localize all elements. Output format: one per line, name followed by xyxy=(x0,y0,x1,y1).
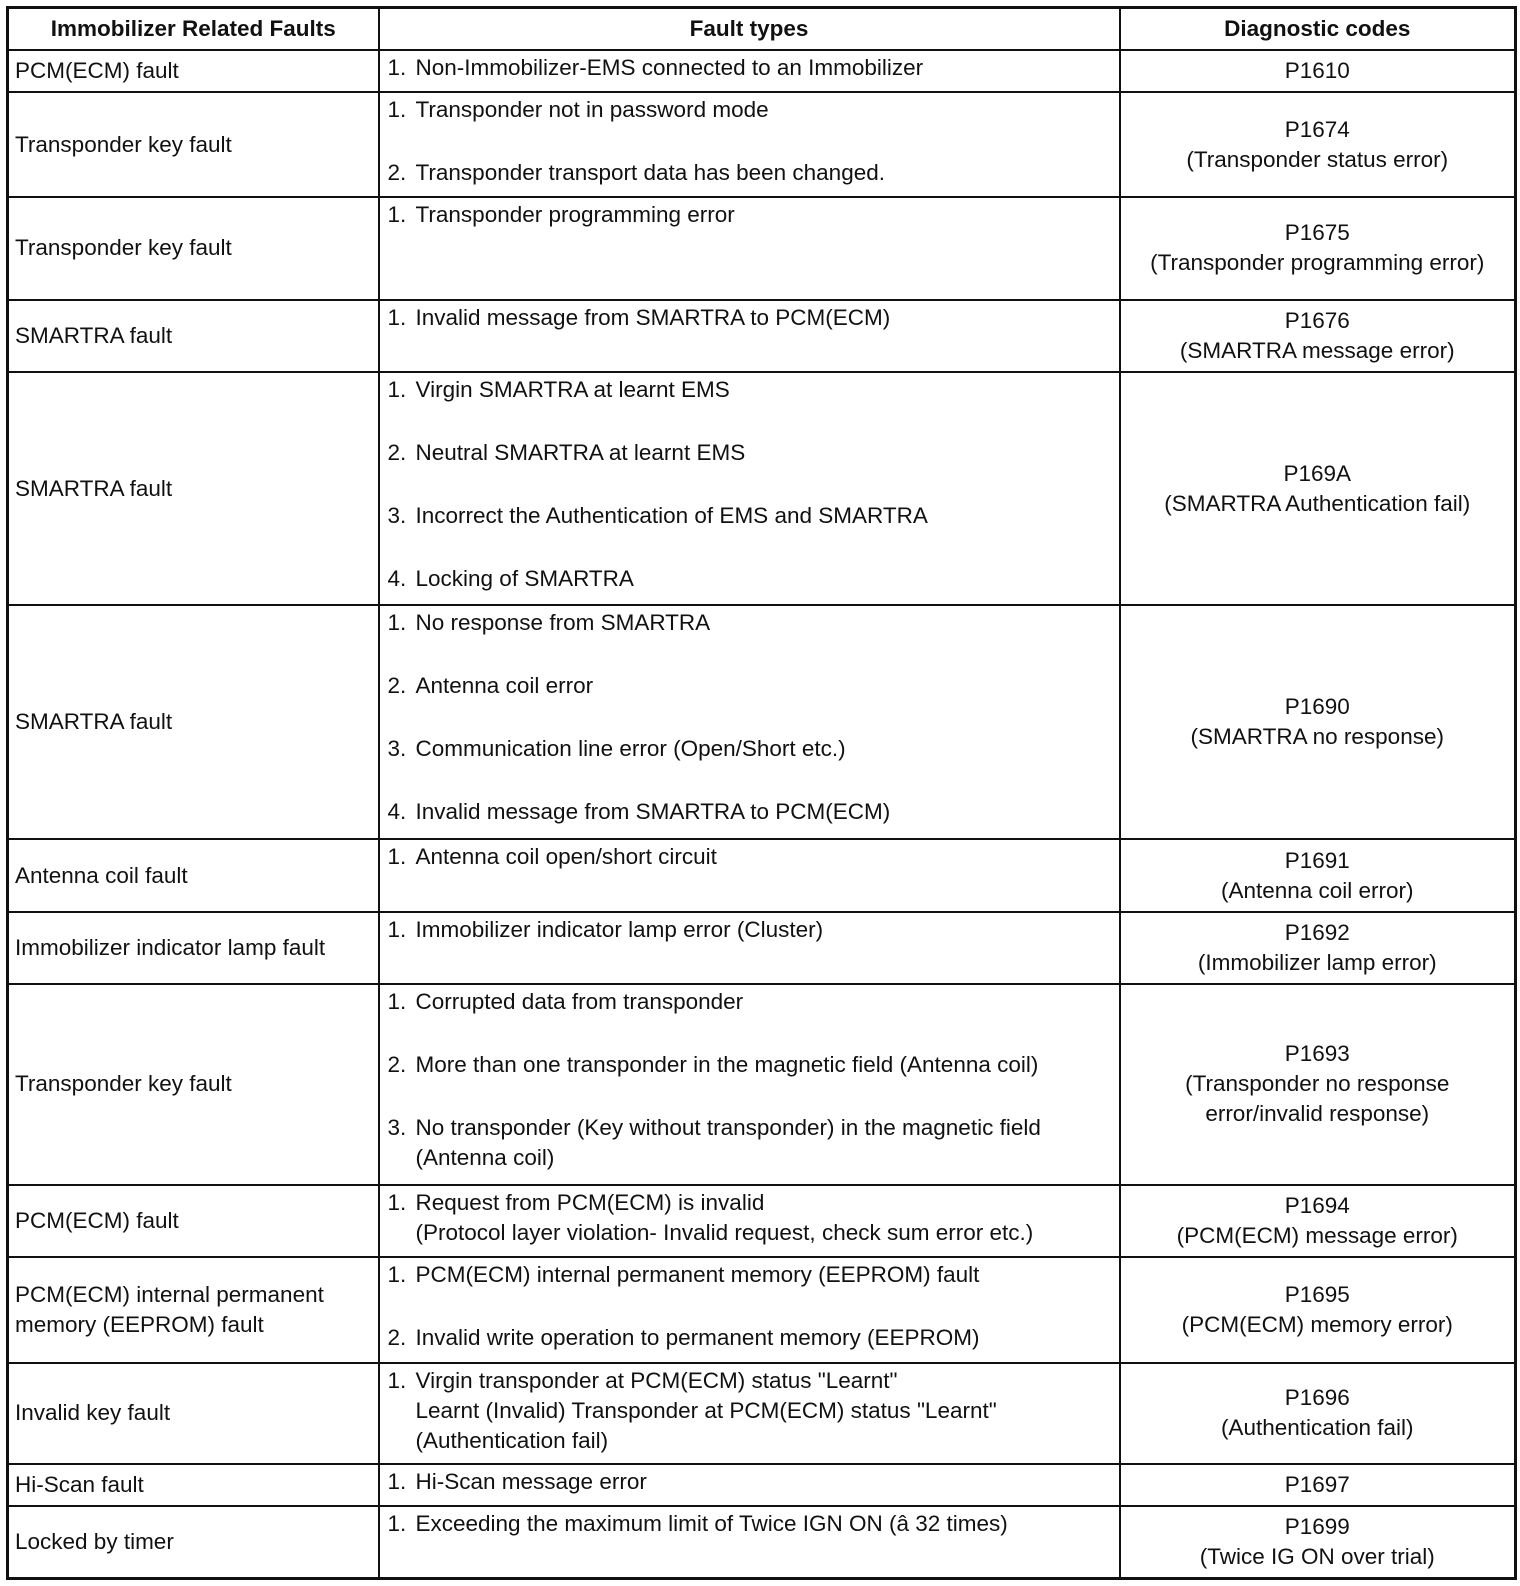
fault-type-text: Transponder not in password mode xyxy=(415,97,769,123)
table-row xyxy=(8,605,1516,839)
fault-type-text: Invalid write operation to permanent memory (EEPROM) xyxy=(415,1325,980,1351)
fault-type-number: 1. xyxy=(387,917,407,943)
table-row xyxy=(8,300,1516,373)
fault-type-number: 2. xyxy=(387,1052,407,1078)
fault-type-number: 2. xyxy=(387,673,407,699)
fault-types-cell xyxy=(379,92,1120,197)
fault-type-list xyxy=(388,1467,1113,1497)
fault-type-text: Transponder programming error xyxy=(415,202,735,228)
diagnostic-code-cell xyxy=(1120,1257,1516,1362)
diagnostic-code-cell xyxy=(1120,1506,1516,1578)
diagnostic-code-cell xyxy=(1120,92,1516,197)
table-row xyxy=(8,372,1516,605)
fault-type-number: 1. xyxy=(387,1367,407,1393)
fault-type-item xyxy=(388,734,1113,764)
fault-type-list xyxy=(388,842,1113,872)
fault-type-number: 1. xyxy=(387,1468,407,1494)
fault-name-cell: PCM(ECM) fault xyxy=(8,50,379,93)
fault-type-list xyxy=(388,1509,1113,1539)
fault-type-list xyxy=(388,1260,1113,1353)
fault-name-cell: Invalid key fault xyxy=(8,1363,379,1464)
diagnostic-code-description: (SMARTRA Authentication fail) xyxy=(1164,490,1471,516)
fault-type-item xyxy=(388,564,1113,594)
fault-name-cell: Transponder key fault xyxy=(8,984,379,1184)
diagnostic-code: P1674 xyxy=(1284,116,1350,142)
table-row xyxy=(8,1257,1516,1362)
fault-types-cell xyxy=(379,372,1120,605)
fault-type-number: 4. xyxy=(387,566,407,592)
table-row xyxy=(8,1363,1516,1464)
diagnostic-code-description: (PCM(ECM) message error) xyxy=(1176,1222,1458,1248)
diagnostic-code-cell xyxy=(1120,372,1516,605)
diagnostic-code: P1696 xyxy=(1284,1385,1350,1411)
fault-type-item xyxy=(388,303,1113,333)
fault-type-item xyxy=(388,200,1113,230)
diagnostic-code-cell xyxy=(1120,912,1516,984)
fault-name-cell: Locked by timer xyxy=(8,1506,379,1578)
fault-type-text: No response from SMARTRA xyxy=(415,610,711,636)
fault-name-cell: SMARTRA fault xyxy=(8,372,379,605)
diagnostic-code: P1690 xyxy=(1284,694,1350,720)
fault-type-text: Locking of SMARTRA xyxy=(415,566,634,592)
fault-type-list xyxy=(388,1188,1113,1248)
fault-type-item xyxy=(388,987,1113,1017)
fault-type-text: Invalid message from SMARTRA to PCM(ECM) xyxy=(415,799,891,825)
fault-type-text: No transponder (Key without transponder) in the magnetic field (Antenna coil) xyxy=(415,1115,1041,1171)
column-header-faults: Immobilizer Related Faults xyxy=(8,8,379,50)
diagnostic-code-description: (PCM(ECM) memory error) xyxy=(1181,1312,1453,1338)
fault-type-number: 2. xyxy=(387,160,407,186)
fault-types-cell xyxy=(379,1185,1120,1258)
fault-type-list xyxy=(388,200,1113,230)
fault-type-item xyxy=(388,915,1113,945)
fault-type-number: 2. xyxy=(387,1325,407,1351)
fault-type-item xyxy=(388,797,1113,827)
fault-type-text: Non-Immobilizer-EMS connected to an Immobilizer xyxy=(415,54,924,80)
fault-type-list xyxy=(388,95,1113,188)
fault-type-text: Antenna coil open/short circuit xyxy=(415,844,717,870)
table-row xyxy=(8,92,1516,197)
fault-type-list xyxy=(388,1366,1113,1456)
fault-type-text: Request from PCM(ECM) is invalid (Protocol layer violation- Invalid request, check sum error etc.) xyxy=(415,1189,1034,1245)
fault-types-cell xyxy=(379,197,1120,299)
diagnostic-code: P1699 xyxy=(1284,1514,1350,1540)
diagnostic-code-description: (Twice IG ON over trial) xyxy=(1199,1544,1435,1570)
fault-type-text: Hi-Scan message error xyxy=(415,1468,647,1494)
fault-type-number: 1. xyxy=(387,377,407,403)
fault-type-item xyxy=(388,1509,1113,1539)
fault-name-cell: SMARTRA fault xyxy=(8,300,379,373)
table-body xyxy=(8,50,1516,1579)
fault-types-cell xyxy=(379,1464,1120,1507)
fault-types-cell xyxy=(379,1257,1120,1362)
fault-type-text: Exceeding the maximum limit of Twice IGN ON (â 32 times) xyxy=(415,1511,1008,1537)
fault-name-cell: SMARTRA fault xyxy=(8,605,379,839)
fault-types-cell xyxy=(379,912,1120,984)
column-header-diagnostic-codes: Diagnostic codes xyxy=(1120,8,1516,50)
fault-type-number: 1. xyxy=(387,989,407,1015)
fault-type-item xyxy=(388,1366,1113,1456)
fault-type-list xyxy=(388,987,1113,1173)
diagnostic-code-description: (Antenna coil error) xyxy=(1220,877,1414,903)
fault-type-text: More than one transponder in the magnetic field (Antenna coil) xyxy=(415,1052,1039,1078)
fault-type-number: 1. xyxy=(387,1511,407,1537)
diagnostic-code-cell xyxy=(1120,300,1516,373)
fault-type-text: Corrupted data from transponder xyxy=(415,989,744,1015)
fault-name-cell: PCM(ECM) fault xyxy=(8,1185,379,1258)
fault-type-item xyxy=(388,375,1113,405)
fault-type-number: 3. xyxy=(387,503,407,529)
diagnostic-code-cell xyxy=(1120,50,1516,93)
fault-type-list xyxy=(388,53,1113,83)
fault-type-text: Virgin transponder at PCM(ECM) status "Learnt" Learnt (Invalid) Transponder at PCM(ECM) status "Learnt"(Authentication fail) xyxy=(415,1367,997,1453)
fault-type-item xyxy=(388,95,1113,125)
fault-type-list xyxy=(388,303,1113,333)
fault-type-item xyxy=(388,1188,1113,1248)
header-row xyxy=(8,8,1516,50)
fault-type-text: Virgin SMARTRA at learnt EMS xyxy=(415,377,730,403)
fault-type-item xyxy=(388,53,1113,83)
fault-type-number: 1. xyxy=(387,304,407,330)
diagnostic-code-cell xyxy=(1120,605,1516,839)
fault-type-number: 3. xyxy=(387,1115,407,1141)
fault-type-text: Incorrect the Authentication of EMS and SMARTRA xyxy=(415,503,928,529)
fault-type-number: 3. xyxy=(387,736,407,762)
diagnostic-code-cell xyxy=(1120,984,1516,1184)
diagnostic-code: P1692 xyxy=(1284,920,1350,946)
table-row xyxy=(8,197,1516,299)
fault-name-cell: PCM(ECM) internal permanent memory (EEPROM) fault xyxy=(8,1257,379,1362)
diagnostic-code: P1676 xyxy=(1284,308,1350,334)
fault-name-cell: Transponder key fault xyxy=(8,197,379,299)
fault-type-number: 1. xyxy=(387,610,407,636)
diagnostic-code-description: (Transponder no response error/invalid response) xyxy=(1185,1071,1450,1127)
fault-name-cell: Antenna coil fault xyxy=(8,839,379,912)
fault-name-cell: Immobilizer indicator lamp fault xyxy=(8,912,379,984)
fault-type-text: Communication line error (Open/Short etc.) xyxy=(415,736,846,762)
diagnostic-code: P1675 xyxy=(1284,220,1350,246)
diagnostic-code-cell xyxy=(1120,197,1516,299)
table-row xyxy=(8,839,1516,912)
diagnostic-code-description: (SMARTRA no response) xyxy=(1190,724,1444,750)
fault-type-number: 4. xyxy=(387,799,407,825)
fault-type-number: 1. xyxy=(387,844,407,870)
diagnostic-code-cell xyxy=(1120,1363,1516,1464)
fault-type-item xyxy=(388,438,1113,468)
fault-type-item xyxy=(388,1050,1113,1080)
fault-type-item xyxy=(388,608,1113,638)
diagnostic-code-description: (Authentication fail) xyxy=(1220,1415,1414,1441)
diagnostic-code: P1695 xyxy=(1284,1282,1350,1308)
table-row xyxy=(8,50,1516,93)
fault-type-item xyxy=(388,1113,1113,1173)
fault-types-cell xyxy=(379,984,1120,1184)
fault-type-number: 2. xyxy=(387,440,407,466)
diagnostic-code: P169A xyxy=(1283,460,1352,486)
fault-type-item xyxy=(388,1260,1113,1290)
fault-type-number: 1. xyxy=(387,97,407,123)
fault-type-number: 1. xyxy=(387,1262,407,1288)
diagnostic-code: P1693 xyxy=(1284,1041,1350,1067)
fault-types-cell xyxy=(379,50,1120,93)
fault-types-cell xyxy=(379,605,1120,839)
table-row xyxy=(8,984,1516,1184)
diagnostic-code-cell xyxy=(1120,1185,1516,1258)
fault-type-item xyxy=(388,1467,1113,1497)
fault-type-number: 1. xyxy=(387,1189,407,1215)
fault-type-item xyxy=(388,501,1113,531)
diagnostic-code-description: (SMARTRA message error) xyxy=(1179,338,1455,364)
diagnostic-code: P1697 xyxy=(1284,1472,1350,1498)
diagnostic-code-description: (Transponder status error) xyxy=(1186,146,1449,172)
fault-type-text: PCM(ECM) internal permanent memory (EEPROM) fault xyxy=(415,1262,980,1288)
fault-type-list xyxy=(388,608,1113,827)
fault-type-number: 1. xyxy=(387,54,407,80)
fault-type-text: Neutral SMARTRA at learnt EMS xyxy=(415,440,746,466)
fault-types-cell xyxy=(379,1506,1120,1578)
diagnostic-code-cell xyxy=(1120,839,1516,912)
column-header-fault-types: Fault types xyxy=(379,8,1120,50)
fault-type-text: Antenna coil error xyxy=(415,673,594,699)
fault-type-list xyxy=(388,375,1113,594)
fault-type-item xyxy=(388,671,1113,701)
fault-types-cell xyxy=(379,300,1120,373)
immobilizer-fault-table xyxy=(6,6,1517,1580)
fault-type-text: Immobilizer indicator lamp error (Cluster) xyxy=(415,917,824,943)
fault-name-cell: Transponder key fault xyxy=(8,92,379,197)
table-row xyxy=(8,912,1516,984)
diagnostic-code: P1610 xyxy=(1284,57,1350,83)
fault-types-cell xyxy=(379,839,1120,912)
diagnostic-code-cell xyxy=(1120,1464,1516,1507)
diagnostic-code-description: (Immobilizer lamp error) xyxy=(1197,950,1437,976)
fault-type-item xyxy=(388,1323,1113,1353)
fault-type-item xyxy=(388,158,1113,188)
table-row xyxy=(8,1464,1516,1507)
diagnostic-code: P1691 xyxy=(1284,847,1350,873)
fault-type-text: Transponder transport data has been changed. xyxy=(415,160,885,186)
fault-type-number: 1. xyxy=(387,202,407,228)
diagnostic-code: P1694 xyxy=(1284,1192,1350,1218)
table-row xyxy=(8,1506,1516,1578)
fault-type-list xyxy=(388,915,1113,945)
fault-name-cell: Hi-Scan fault xyxy=(8,1464,379,1507)
fault-type-text: Invalid message from SMARTRA to PCM(ECM) xyxy=(415,304,891,330)
fault-types-cell xyxy=(379,1363,1120,1464)
diagnostic-code-description: (Transponder programming error) xyxy=(1150,250,1485,276)
fault-type-item xyxy=(388,842,1113,872)
table-row xyxy=(8,1185,1516,1258)
